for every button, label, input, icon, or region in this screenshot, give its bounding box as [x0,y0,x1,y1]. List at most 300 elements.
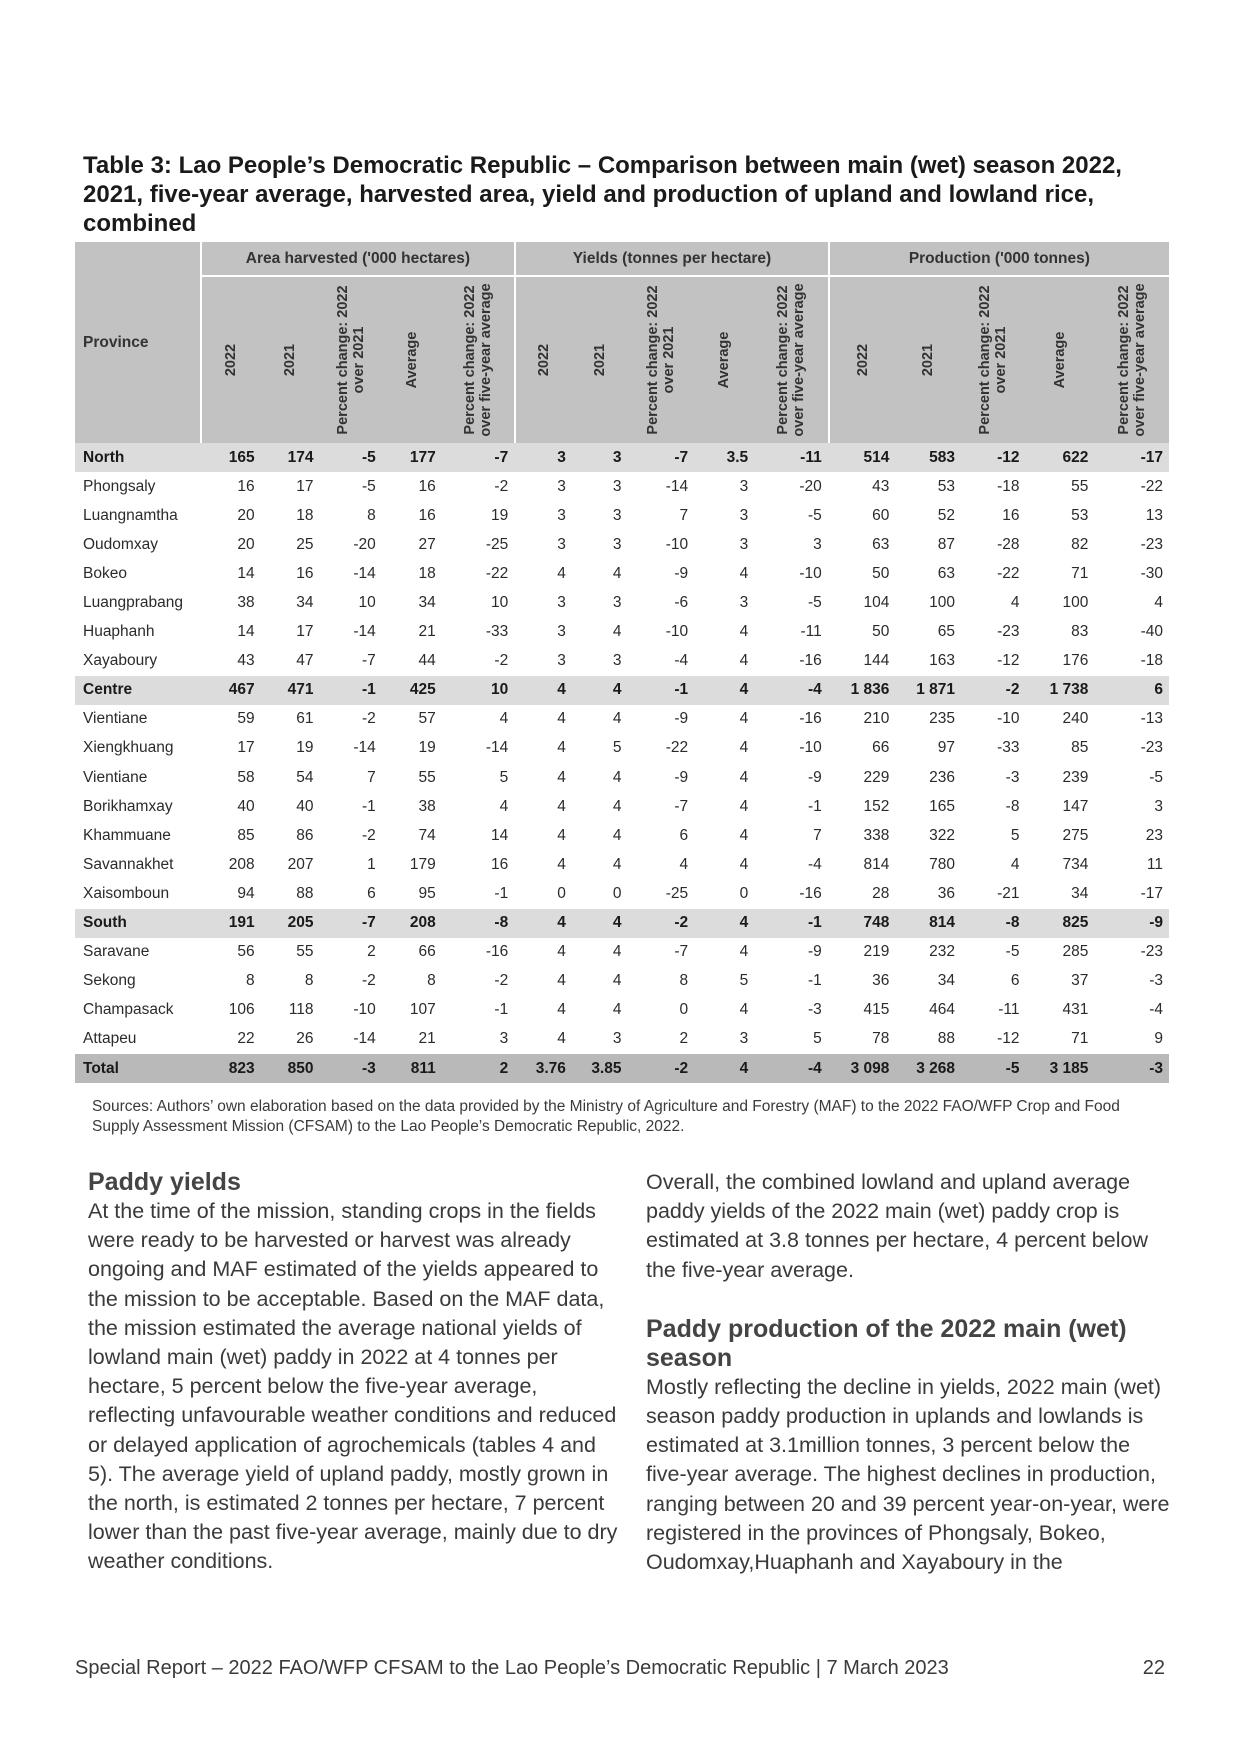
region-row [75,909,1169,938]
table-cell: 814 [863,855,890,873]
table-cell: 16 [418,477,436,495]
table-cell: -9 [807,768,822,786]
table-cell: -1 [807,797,822,815]
table-cell: 66 [418,943,436,961]
table-cell: 14 [237,623,255,641]
table-cell: 25 [296,535,314,553]
table-cell: -2 [961,676,1025,705]
province-name: Champasack [83,1001,174,1019]
table-cell: 3 [739,1030,749,1048]
table-cell: 36 [872,972,890,990]
table-cell: 4 [515,909,572,938]
table-cell: -40 [1140,623,1163,641]
table-row [75,821,1169,850]
table-cell: -23 [997,623,1020,641]
table-cell: 5 [499,768,509,786]
table-cell: 4 [557,739,566,757]
table-cell: 207 [287,855,314,873]
table-cell: 21 [418,1030,436,1048]
column-header: Average [1025,276,1094,443]
table-cell: 210 [863,710,890,728]
table-cell: -10 [665,623,689,641]
table-cell: -10 [799,739,822,757]
table-cell: 17 [296,623,314,641]
table-cell: 78 [872,1030,890,1048]
table-cell: 43 [237,652,255,670]
table-row [75,850,1169,879]
table-cell: -18 [1140,652,1163,670]
table-cell: -20 [799,477,822,495]
table-cell: -1 [807,972,822,990]
table-cell: -3 [1149,972,1163,990]
table-cell: 3 [739,477,749,495]
table-cell: 82 [1071,535,1089,553]
table-cell: -23 [1140,943,1163,961]
table-row [75,879,1169,908]
table-cell: 4 [612,710,622,728]
table-cell: 4 [1010,594,1020,612]
table-cell: -7 [674,943,689,961]
table-cell: 52 [937,506,955,524]
table-cell: 219 [863,943,890,961]
province-name: Bokeo [83,564,127,582]
table-cell: -22 [997,564,1020,582]
table-cell: -2 [627,909,694,938]
table-cell: -1 [494,1001,509,1019]
table-cell: 17 [296,477,314,495]
table-cell: 144 [863,652,890,670]
table-row [75,647,1169,676]
table-cell: -14 [353,739,376,757]
table-cell: -3 [1094,1054,1169,1083]
table-cell: 4 [739,943,749,961]
paddy-production-heading: Paddy production of the 2022 main (wet) season [646,1314,1127,1372]
column-header: Percent change: 2022 over 2021 [627,276,694,443]
table-cell: 471 [261,676,320,705]
table-cell: 34 [937,972,955,990]
table-cell: -22 [485,564,509,582]
table-cell: 63 [872,535,890,553]
table-cell: 13 [1145,506,1163,524]
column-header: Percent change: 2022 over five-year average [754,276,829,443]
paddy-production-paragraph: Mostly reflecting the decline in yields, 2022 main (wet) season paddy production in uplands and lowlands is estimated at 3.1million tonnes, 3 percent below the five-year average. The highest declines in production, ranging between 20 and 39 percent year-on-year, were registered in the provinces of Phongsaly, Bokeo, Oudomxay,Huaphanh and Xayaboury in the [646,1374,1170,1575]
column-header: Percent change: 2022 over 2021 [961,276,1025,443]
table-cell: 3.76 [515,1054,572,1083]
table-cell: -2 [361,710,376,728]
table-cell: 4 [1010,855,1020,873]
table-cell: 38 [237,594,255,612]
table-cell: -17 [1140,884,1163,902]
table-cell: 16 [1002,506,1020,524]
table-cell: 22 [237,1030,255,1048]
table-cell: -7 [627,443,694,472]
table-cell: 9 [1154,1030,1163,1048]
table-cell: 0 [739,884,749,902]
province-name: Oudomxay [83,535,158,553]
table-cell: 191 [201,909,261,938]
province-name: Khammuane [83,826,171,844]
table-row [75,996,1169,1025]
province-name: South [75,909,201,938]
table-cell: 3 [557,535,566,553]
table-cell: -5 [1005,943,1020,961]
table-cell: 780 [929,855,955,873]
table-cell: 4 [612,826,622,844]
table-cell: 285 [1062,943,1089,961]
total-row [75,1054,1169,1083]
table-cell: -3 [807,1001,822,1019]
table-cell: 85 [237,826,255,844]
table-cell: 163 [929,652,955,670]
table-cell: 10 [358,594,376,612]
table-cell: 63 [937,564,955,582]
table-cell: 4 [557,826,566,844]
table-cell: 152 [863,797,890,815]
table-cell: 53 [937,477,955,495]
table-cell: 59 [237,710,255,728]
table-cell: 1 871 [895,676,961,705]
table-cell: 3 268 [895,1054,961,1083]
table-cell: -6 [674,594,689,612]
table-cell: 4 [499,797,509,815]
table-cell: -7 [320,909,382,938]
table-cell: 229 [863,768,890,786]
table-cell: 60 [872,506,890,524]
table-cell: 748 [829,909,896,938]
province-name: North [75,443,201,472]
table-cell: 65 [937,623,955,641]
table-cell: 8 [304,972,314,990]
table-cell: 4 [612,768,622,786]
table-cell: 3.5 [694,443,754,472]
region-row [75,443,1169,472]
table-cell: 18 [418,564,436,582]
table-cell: -22 [665,739,689,757]
table-cell: 19 [296,739,314,757]
table-cell: 16 [418,506,436,524]
table-row [75,559,1169,588]
table-cell: -21 [997,884,1020,902]
table-cell: 14 [237,564,255,582]
table-cell: 4 [739,623,749,641]
table-cell: 236 [929,768,955,786]
province-name: Luangprabang [83,594,183,612]
column-header: 2022 [515,276,572,443]
region-row [75,676,1169,705]
table-cell: -33 [485,623,509,641]
table-cell: 4 [557,710,566,728]
table-cell: 2 [679,1030,689,1048]
table-cell: 415 [863,1001,890,1019]
table-cell: 54 [296,768,314,786]
table-cell: -9 [674,768,689,786]
table-cell: 235 [929,710,955,728]
table-cell: 825 [1025,909,1094,938]
table-cell: 21 [418,623,436,641]
table-cell: 8 [367,506,376,524]
table-cell: -2 [494,477,509,495]
table-cell: 20 [237,506,255,524]
table-cell: 66 [872,739,890,757]
table-cell: -1 [627,676,694,705]
table-cell: -28 [997,535,1020,553]
table-cell: 814 [895,909,961,938]
table-cell: 57 [418,710,436,728]
table-cell: 3 [515,443,572,472]
table-cell: 71 [1071,564,1089,582]
province-name: Phongsaly [83,477,156,495]
table-cell: 4 [612,855,622,873]
column-header: 2021 [895,276,961,443]
table-cell: -12 [997,1030,1020,1048]
table-cell: -17 [1094,443,1169,472]
column-header: 2022 [829,276,896,443]
table-cell: 8 [679,972,689,990]
table-cell: -3 [320,1054,382,1083]
table-cell: 850 [261,1054,320,1083]
table-cell: 61 [296,710,314,728]
table-cell: 734 [1062,855,1089,873]
table-cell: -9 [674,564,689,582]
table-cell: 208 [382,909,442,938]
table-cell: 3 [557,477,566,495]
table-cell: 40 [296,797,314,815]
table-cell: 56 [237,943,255,961]
province-name: Sekong [83,972,136,990]
table-cell: 232 [929,943,955,961]
table-cell: -10 [997,710,1020,728]
province-name: Luangnamtha [83,506,178,524]
table-cell: 147 [1062,797,1089,815]
table-cell: 37 [1071,972,1089,990]
table-cell: 100 [1062,594,1089,612]
table-cell: 6 [679,826,689,844]
table-row [75,472,1169,501]
table-cell: 88 [296,884,314,902]
table-cell: -14 [353,1030,376,1048]
table-cell: 3 [557,506,566,524]
table-cell: 55 [296,943,314,961]
paddy-yields-heading: Paddy yields [88,1168,241,1196]
table-cell: 4 [515,676,572,705]
table-cell: -9 [1094,909,1169,938]
table-cell: 104 [863,594,890,612]
table-cell: 4 [612,564,622,582]
table-cell: -2 [494,652,509,670]
table-cell: -25 [485,535,509,553]
table-cell: 88 [937,1030,955,1048]
table-cell: -20 [353,535,376,553]
column-header: 2022 [201,276,261,443]
table-cell: 19 [418,739,436,757]
table-cell: 7 [679,506,689,524]
table-cell: 40 [237,797,255,815]
table-cell: 4 [694,909,754,938]
table-cell: 239 [1062,768,1089,786]
table-cell: 4 [694,1054,754,1083]
table-cell: -22 [1140,477,1163,495]
table-cell: -4 [1149,1001,1163,1019]
table-cell: -7 [674,797,689,815]
table-cell: -4 [754,676,829,705]
table-cell: 4 [557,1001,566,1019]
province-name: Savannakhet [83,855,174,873]
table-cell: 3 [557,623,566,641]
table-cell: 4 [739,1001,749,1019]
table-cell: 34 [1071,884,1089,902]
table-cell: 74 [418,826,436,844]
left-column [88,1168,618,1577]
table-cell: 4 [679,855,689,873]
table-cell: -12 [961,443,1025,472]
overall-yields-paragraph: Overall, the combined lowland and upland average paddy yields of the 2022 main (wet) paddy crop is estimated at 3.8 tonnes per hectare, 4 percent below the five-year average. [646,1170,1148,1282]
table-cell: 514 [829,443,896,472]
table-cell: 7 [813,826,822,844]
table-cell: 86 [296,826,314,844]
table-row [75,763,1169,792]
table-cell: 0 [612,884,622,902]
table-cell: 275 [1062,826,1089,844]
table-cell: 811 [382,1054,442,1083]
table-cell: 467 [201,676,261,705]
table-cell: 3.85 [572,1054,628,1083]
table-cell: -7 [442,443,515,472]
province-header: Province [75,242,201,443]
table-cell: 3 [612,477,622,495]
table-cell: -23 [1140,535,1163,553]
table-cell: 4 [557,797,566,815]
table-cell: 3 [739,594,749,612]
table-cell: -5 [320,443,382,472]
table-cell: 50 [872,564,890,582]
table-cell: 4 [557,768,566,786]
table-cell: 106 [228,1001,255,1019]
table-row [75,938,1169,967]
table-cell: 8 [427,972,436,990]
table-cell: -10 [353,1001,376,1019]
table-cell: 95 [418,884,436,902]
table-cell: 53 [1071,506,1089,524]
table-cell: -1 [494,884,509,902]
table-cell: 18 [296,506,314,524]
table-cell: 6 [367,884,376,902]
table-cell: -18 [997,477,1020,495]
table-cell: -9 [674,710,689,728]
table-cell: -3 [1005,768,1020,786]
table-cell: -8 [961,909,1025,938]
column-header: Percent change: 2022 over five-year average [442,276,515,443]
table-cell: 165 [201,443,261,472]
table-cell: 14 [490,826,509,844]
table-cell: -14 [353,564,376,582]
table-cell: -4 [754,1054,829,1083]
table-cell: -16 [485,943,509,961]
table-cell: 71 [1071,1030,1089,1048]
table-cell: 4 [612,623,622,641]
province-name: Borikhamxay [83,797,173,815]
table-cell: -30 [1140,564,1163,582]
table-cell: -10 [799,564,822,582]
table-cell: 3 [572,443,628,472]
table-cell: -1 [361,797,376,815]
table-cell: 34 [296,594,314,612]
table-cell: 4 [739,826,749,844]
table-cell: 4 [1154,594,1163,612]
table-cell: 58 [237,768,255,786]
table-cell: 10 [442,676,515,705]
table-cell: 4 [612,797,622,815]
table-cell: 43 [872,477,890,495]
table-cell: 3 [739,506,749,524]
table-cell: 4 [557,1030,566,1048]
table-cell: 3 [1154,797,1163,815]
table-cell: 118 [288,1001,314,1019]
table-cell: -8 [1005,797,1020,815]
table-cell: 3 [612,652,622,670]
table-cell: -11 [998,1001,1020,1019]
table-cell: 100 [929,594,955,612]
table-cell: 3 [612,535,622,553]
table-cell: 4 [572,909,628,938]
table-cell: 3 [612,506,622,524]
table-cell: -10 [665,535,689,553]
table-cell: 4 [557,855,566,873]
table-cell: 85 [1071,739,1089,757]
table-cell: 83 [1071,623,1089,641]
table-cell: -16 [799,710,822,728]
table-cell: 3 [499,1030,509,1048]
table-body [75,443,1169,1083]
table-cell: 1 [367,855,376,873]
table-cell: 208 [228,855,255,873]
table-cell: 3 185 [1025,1054,1094,1083]
table-cell: -4 [807,855,822,873]
table-cell: 5 [1010,826,1020,844]
paddy-yields-paragraph: At the time of the mission, standing crops in the fields were ready to be harvested or harvest was already ongoing and MAF estimated of the yields appeared to the mission to be acceptable. Based on the MAF data, the mission estimated the average national yields of lowland main (wet) paddy in 2022 at 4 tonnes per hectare, 5 percent below the five-year average, reflecting unfavourable weather conditions and reduced or delayed application of agrochemicals (tables 4 and 5). The average yield of upland paddy, mostly grown in the north, is estimated 2 tonnes per hectare, 7 percent lower than the past five-year average, mainly due to dry weather conditions. [88,1199,618,1574]
table-cell: 26 [296,1030,314,1048]
table-cell: 5 [739,972,749,990]
table-cell: 240 [1062,710,1089,728]
table-cell: 3 [739,535,749,553]
footer-text: Special Report – 2022 FAO/WFP CFSAM to the Lao People’s Democratic Republic | 7 March 2023 [75,1657,949,1679]
table-cell: 4 [739,739,749,757]
table-cell: 4 [739,564,749,582]
table-cell: 0 [557,884,566,902]
table-cell: -5 [361,477,376,495]
table-cell: 0 [679,1001,689,1019]
table-cell: 5 [612,739,622,757]
table-cell: 6 [1094,676,1169,705]
column-header: Average [382,276,442,443]
province-name: Centre [75,676,201,705]
table-cell: 3 [612,594,622,612]
table-cell: 205 [261,909,320,938]
table-cell: 19 [490,506,509,524]
column-header: Percent change: 2022 over five-year average [1094,276,1169,443]
table-cell: 177 [382,443,442,472]
table-cell: 20 [237,535,255,553]
table-cell: 179 [409,855,436,873]
table-cell: -13 [1140,710,1163,728]
table-cell: -23 [1140,739,1163,757]
province-name: Vientiane [83,710,148,728]
province-name: Saravane [83,943,150,961]
table-cell: -9 [807,943,822,961]
table-cell: -14 [665,477,689,495]
table-cell: 34 [418,594,436,612]
table-cell: 431 [1062,1001,1089,1019]
table-cell: 107 [409,1001,436,1019]
